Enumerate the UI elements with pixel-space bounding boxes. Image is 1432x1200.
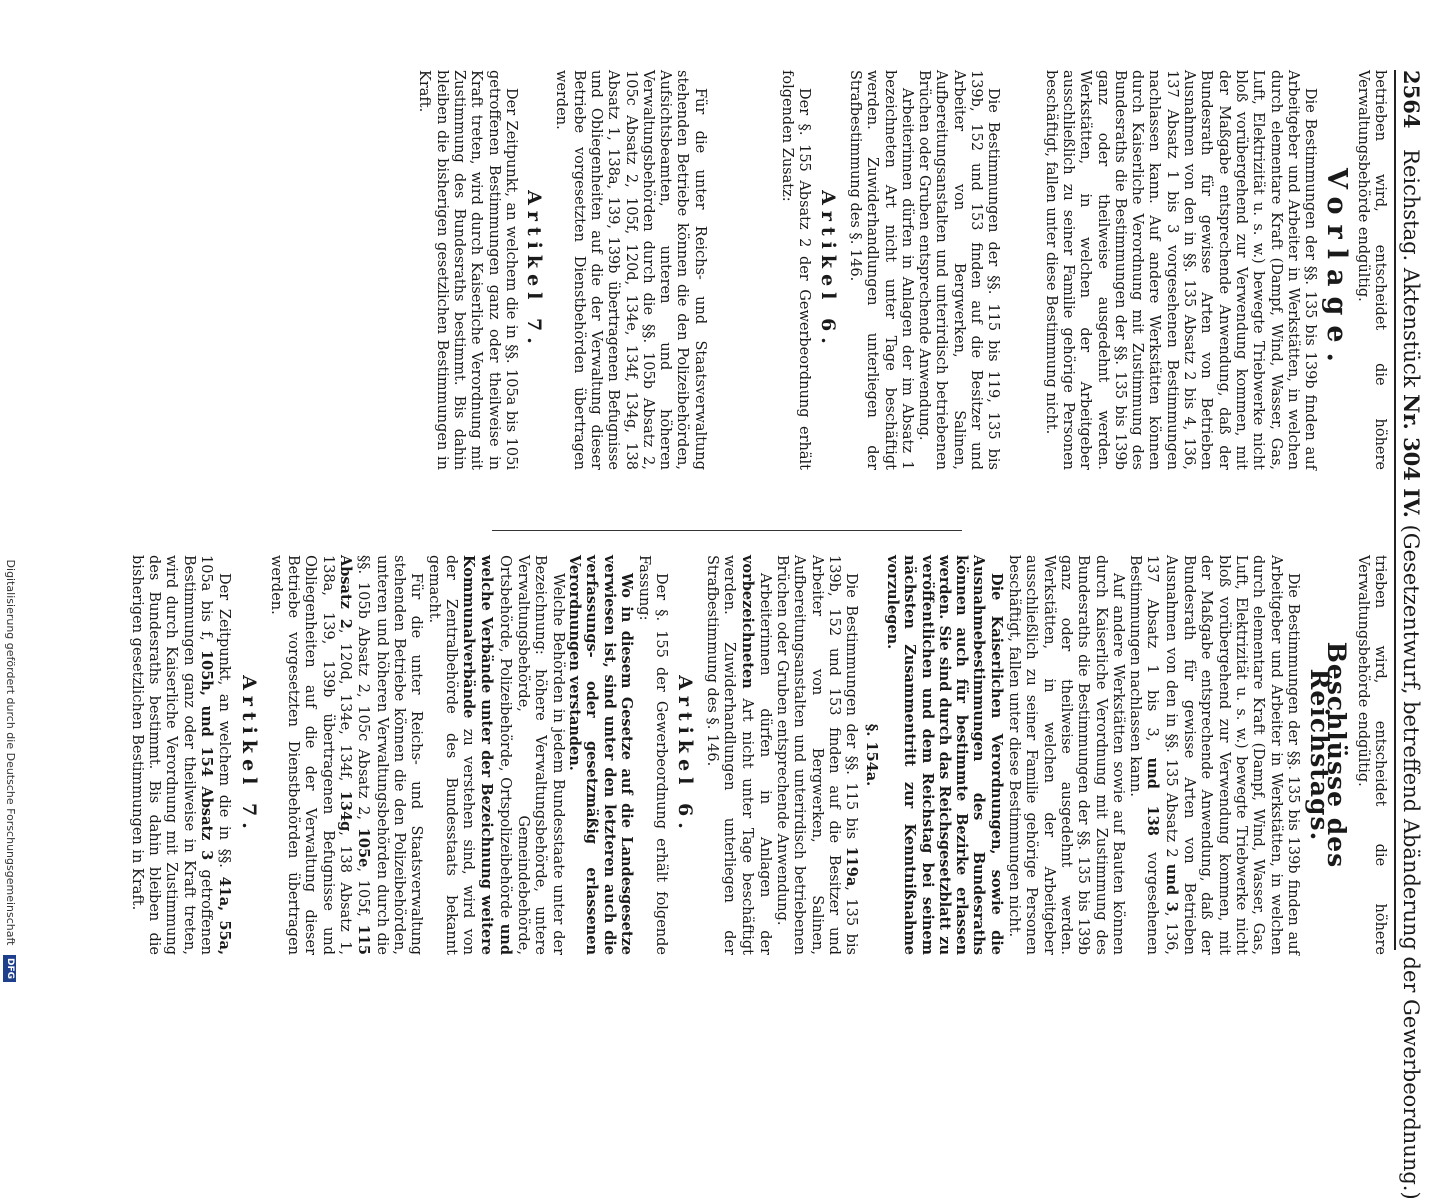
column-beschluesse — [128, 555, 1388, 956]
paragraph: Arbeiterinnen dürfen in Anlagen der im Absatz 1 bezeichneten Art nicht unter Tage beschäftigt werden. Zuwiderhandlungen unterliegen der Strafbestimmung des §. 146. — [846, 70, 915, 470]
column-divider — [492, 530, 962, 531]
running-head — [1394, 70, 1426, 1200]
dfg-logo: DFG — [4, 955, 17, 982]
paragraph: Die Bestimmungen der §§. 135 bis 139b finden auf Arbeitgeber und Arbeiter in Werkstätten, in welchen durch elementare Kraft (Dampf, Wind, Wasser, Gas, Luft, Elektrizität u. s. w.) bewegte Triebwerke nicht bloß vorübergehend zur Verwendung kommen, mit der Maßgabe entsprechende Anwendung, daß der Bundesrath für gewisse Arten von Betrieben Ausnahmen von den in §§. 135 Absatz 2 und 3, 136, 137 Absatz 1 bis 3, und 138 vorgesehenen Bestimmungen nachlassen kann. — [1127, 555, 1301, 956]
paragraph: Die Bestimmungen der §§. 115 bis 119, 135 bis 139b, 152 und 153 finden auf die Besitzer und Arbeiter von Bergwerken, Salinen, Aufbereitungsanstalten und unterirdisch betriebenen Brüchen oder Gruben entsprechende Anwendung. — [916, 70, 1002, 470]
column-heading: Vorlage. — [1321, 168, 1353, 372]
section-title: §. 154a. — [862, 723, 880, 787]
digitization-watermark — [0, 0, 21, 1000]
paragraph-bold: Wo in diesem Gesetze auf die Landesgesetze verwiesen ist, sind unter den letzteren auch die verfassungs- oder gesetzmäßig erlassenen Verordnungen verstanden. — [565, 555, 635, 955]
paragraph: betrieben wird, entscheidet die höhere Verwaltungsbehörde endgültig. — [1354, 70, 1388, 470]
paragraph-bold: Die Kaiserlichen Verordnungen, sowie die Ausnahmebestimmungen des Bundesraths können auch für bestimmte Bezirke erlassen werden. Sie sind durch das Reichsgesetzblatt zu veröffentlichen und dem Reichstag bei seinem nächsten Zusammentritt zur Kenntnißnahme vorzulegen. — [883, 555, 1005, 955]
running-head-ref: Nr. 304 IV. — [1399, 394, 1424, 518]
paragraph: Der §. 155 Absatz 2 der Gewerbeordnung erhält folgenden Zusatz: — [779, 70, 813, 470]
column-heading: Beschlüsse des Reichstags. — [1305, 641, 1352, 869]
paragraph: Die Bestimmungen der §§. 115 bis 119a, 135 bis 139b, 152 und 153 finden auf die Besitzer und Arbeiter von Bergwerken, Salinen, Aufbereitungsanstalten und unterirdisch betriebenen Brüchen oder Gruben entsprechende Anwendung. — [774, 555, 861, 955]
article-title: Artikel 7. — [523, 190, 546, 350]
paragraph: Der Zeitpunkt, an welchem die in §§. 105a bis 105i getroffenen Bestimmungen ganz oder theilweise in Kraft treten, wird durch Kaiserliche Verordnung mit Zustimmung des Bundesraths bestimmt. Bis dahin bleiben die bisherigen gesetzlichen Bestimmungen in Kraft. — [416, 70, 519, 470]
paragraph: Für die unter Reichs- und Staatsverwaltung stehenden Betriebe können die den Polizeibehörden, unteren und höheren Verwaltungsbehörden durch die §§. 105b Absatz 2, 105c Absatz 2, 105e, 105f, 115 Absatz 2, 120d, 134e, 134f, 134g, 138 Absatz 1, 138a, 139, 139b übertragenen Befugnisse und Obliegenheiten auf die der Verwaltung dieser Betriebe vorgesetzten Dienstbehörden übertragen werden. — [267, 555, 425, 955]
page-number: 2564 — [1399, 70, 1424, 129]
paragraph: trieben wird, entscheidet die höhere Verwaltungsbehörde endgültig. — [1354, 555, 1388, 955]
paragraph: Der Zeitpunkt, an welchem die in §§. 41a, 55a, 105a bis f, 105h, und 154 Absatz 3 getroffenen Bestimmungen ganz oder theilweise in Kraft treten, wird durch Kaiserliche Verordnung mit Zustimmung des Bundesraths bestimmt. Bis dahin bleiben die bisherigen gesetzlichen Bestimmungen in Kraft. — [128, 555, 234, 956]
paragraph: Auf andere Werkstätten sowie auf Bauten können durch Kaiserliche Verordnung mit Zustimmung des Bundesraths die Bestimmungen der §§. 135 bis 139b ganz oder theilweise ausgedehnt werden. Werkstätten, in welchen der Arbeitgeber ausschließlich zu seiner Familie gehörige Personen beschäftigt, fallen unter diese Bestimmungen nicht. — [1006, 555, 1126, 955]
column-vorlage — [416, 70, 1388, 470]
paragraph: Arbeiterinnen dürfen in Anlagen der vorbezeichneten Art nicht unter Tage beschäftigt werden. Zuwiderhandlungen unterliegen der Strafbestimmung des §. 146. — [704, 555, 773, 955]
article-title: Artikel 6. — [816, 190, 839, 350]
article-title: Artikel 7. — [237, 675, 260, 835]
paragraph: Der §. 155 der Gewerbeordnung erhält folgende Fassung: — [636, 555, 670, 955]
paragraph: Für die unter Reichs- und Staatsverwaltung stehenden Betriebe können die den Polizeibehörden, Aufsichtsbeamten, unteren und höheren Verwaltungsbehörden durch die §§. 105b Absatz 2, 105c Absatz 2, 105f, 120d, 134e, 134f, 134g, 138 Absatz 1, 138a, 139, 139b übertragenen Befugnisse und Obliegenheiten auf die der Verwaltung dieser Betriebe vorgesetzten Dienstbehörden übertragen werden. — [553, 70, 708, 470]
running-head-subject: (Gesetzentwurf, betreffend Abänderung der Gewerbeordnung.) — [1399, 524, 1423, 1200]
paragraph: Welche Behörden in jedem Bundesstaate unter der Bezeichnung: höhere Verwaltungsbehörde, untere Verwaltungsbehörde, Gemeindebehörde, Ortsbehörde, Polizeibehörde, Ortspolizeibehörde und welche Verbände unter der Bezeichnung weitere Kommunalverbände zu verstehen sind, wird von der Zentralbehörde des Bundesstaats bekannt gemacht. — [425, 555, 566, 955]
article-title: Artikel 6. — [673, 675, 696, 835]
watermark-text: Digitalisierung gefördert durch die Deutsche Forschungsgemeinschaft — [4, 559, 17, 946]
running-head-text: Reichstag. Aktenstück — [1399, 149, 1423, 388]
paragraph: Die Bestimmungen der §§. 135 bis 139b finden auf Arbeitgeber und Arbeiter in Werkstätten, in welchen durch elementare Kraft (Dampf, Wind, Wasser, Gas, Luft, Elektrizität u. s. w.) bewegte Triebwerke nicht bloß vorübergehend zur Verwendung kommen, mit der Maßgabe entsprechende Anwendung, daß der Bundesrath für gewisse Arten von Betrieben Ausnahmen von den in §§. 135 Absatz 2 bis 4, 136, 137 Absatz 1 bis 3 vorgesehenen Bestimmungen nachlassen kann. Auf andere Werkstätten können durch Kaiserliche Verordnung mit Zustimmung des Bundesraths die Bestimmungen der §§. 135 bis 139b ganz oder theilweise ausgedehnt werden. Werkstätten, in welchen der Arbeitgeber ausschließlich zu seiner Familie gehörige Personen beschäftigt, fallen unter diese Bestimmung nicht. — [1042, 70, 1319, 470]
